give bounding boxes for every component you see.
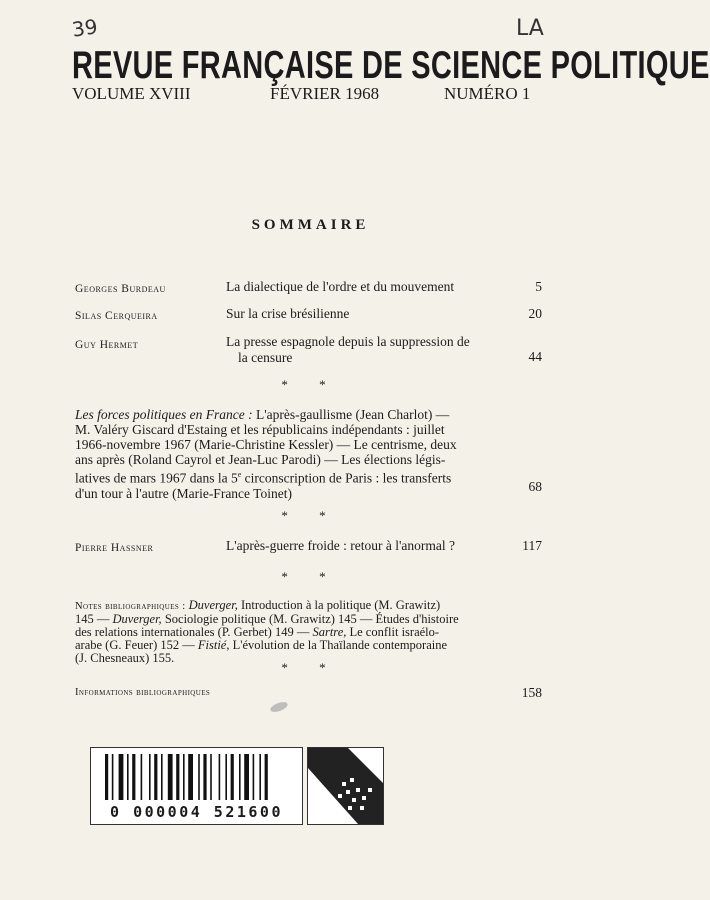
barcode-bar bbox=[198, 754, 200, 800]
entry-title-line: la censure bbox=[238, 350, 293, 365]
notes-author: Duverger, bbox=[188, 598, 238, 612]
entry-author: Silas Cerqueira bbox=[75, 310, 158, 322]
informations-label: Informations bibliographiques bbox=[75, 687, 211, 698]
entry-title: L'après-guerre froide : retour à l'anormal ? bbox=[226, 538, 455, 553]
section-separator: * * bbox=[281, 508, 340, 523]
notes-line: Sociologie politique (M. Grawitz) 145 — Études d'histoire bbox=[161, 612, 459, 626]
barcode-bar bbox=[239, 754, 241, 800]
handwritten-annotation: LA bbox=[516, 16, 544, 41]
ink-blot bbox=[269, 700, 289, 714]
entry-page: 20 bbox=[528, 306, 542, 321]
section-separator: * * bbox=[281, 569, 340, 584]
entry-title: La dialectique de l'ordre et du mouvement bbox=[226, 279, 455, 294]
volume-label: VOLUME XVIII bbox=[72, 84, 191, 103]
forces-line: L'après-gaullisme (Jean Charlot) — bbox=[252, 407, 450, 422]
barcode-bar bbox=[141, 754, 143, 800]
entry-author: Georges Burdeau bbox=[75, 283, 166, 295]
barcode-bar bbox=[225, 754, 227, 800]
notes-paragraph bbox=[75, 599, 520, 665]
notes-author: Fistié, bbox=[197, 638, 230, 652]
entry-title: Sur la crise brésilienne bbox=[226, 306, 350, 321]
superscript: e bbox=[237, 470, 242, 479]
barcode-bar bbox=[253, 754, 255, 800]
notes-line: L'évolution de la Thaïlande contemporaine bbox=[229, 638, 448, 652]
forces-line: M. Valéry Giscard d'Estaing et les républicains indépendants : juillet bbox=[75, 422, 445, 437]
entry-page: 158 bbox=[521, 685, 542, 700]
contents-heading: SOMMAIRE bbox=[251, 217, 370, 233]
forces-line: ans après (Roland Cayrol et Jean-Luc Parodi) — Les élections légis- bbox=[75, 452, 446, 467]
journal-title: REVUE FRANÇAISE DE SCIENCE POLITIQUE bbox=[72, 44, 710, 88]
forces-line: 1966-novembre 1967 (Marie-Christine Kessler) — Le centrisme, deux bbox=[75, 437, 457, 452]
notes-line: 145 — bbox=[75, 612, 113, 626]
entry-page: 5 bbox=[535, 279, 542, 294]
entry-page: 44 bbox=[528, 349, 542, 364]
notes-line: Introduction à la politique (M. Grawitz) bbox=[237, 598, 441, 612]
barcode-bar bbox=[203, 754, 206, 800]
section-separator: * * bbox=[281, 660, 340, 675]
barcode-bar bbox=[244, 754, 249, 800]
barcode-bar bbox=[168, 754, 173, 800]
forces-paragraph bbox=[75, 407, 515, 501]
barcode-bar bbox=[265, 754, 268, 800]
issue-number: NUMÉRO 1 bbox=[444, 84, 531, 103]
barcode-bar bbox=[161, 754, 163, 800]
issue-date: FÉVRIER 1968 bbox=[270, 84, 380, 103]
barcode bbox=[103, 754, 291, 800]
handwritten-annotation: 39 bbox=[70, 14, 99, 42]
forces-line: circonscription de Paris : les transferts bbox=[241, 470, 452, 486]
barcode-bar bbox=[259, 754, 261, 800]
barcode-bar bbox=[127, 754, 129, 800]
entry-author: Pierre Hassner bbox=[75, 542, 154, 554]
barcode-bar bbox=[112, 754, 114, 800]
entry-title-line: La presse espagnole depuis la suppression de bbox=[226, 334, 470, 349]
notes-line: Le conflit israélo- bbox=[346, 625, 440, 639]
barcode-bar bbox=[183, 754, 185, 800]
barcode-bar bbox=[188, 754, 193, 800]
forces-line: d'un tour à l'autre (Marie-France Toinet) bbox=[75, 485, 292, 501]
notes-label: Notes bibliographiques : bbox=[75, 601, 186, 612]
notes-line: (J. Chesneaux) 155. bbox=[75, 651, 175, 665]
entry-page: 117 bbox=[522, 538, 542, 553]
entry-page: 68 bbox=[528, 479, 542, 494]
barcode-bar bbox=[176, 754, 179, 800]
barcode-label bbox=[90, 747, 303, 825]
library-stamp bbox=[307, 747, 384, 825]
forces-line: latives de mars 1967 dans la 5 bbox=[75, 470, 238, 486]
notes-author: Sartre, bbox=[312, 625, 347, 639]
barcode-bar bbox=[219, 754, 221, 800]
forces-lead: Les forces politiques en France : bbox=[75, 407, 253, 422]
barcode-number: 0 000004 521600 bbox=[110, 803, 283, 821]
notes-line: des relations internationales (P. Gerbet) 149 — bbox=[75, 625, 313, 639]
barcode-bar bbox=[105, 754, 108, 800]
stamp-graphic bbox=[308, 748, 383, 824]
barcode-bar bbox=[132, 754, 135, 800]
notes-line: arabe (G. Feuer) 152 — bbox=[75, 638, 198, 652]
barcode-bar bbox=[119, 754, 124, 800]
barcode-bar bbox=[149, 754, 151, 800]
entry-author: Guy Hermet bbox=[75, 339, 139, 351]
entry-title bbox=[226, 334, 516, 366]
barcode-bar bbox=[154, 754, 157, 800]
barcode-bar bbox=[231, 754, 234, 800]
barcode-bar bbox=[210, 754, 212, 800]
section-separator: * * bbox=[281, 377, 340, 392]
notes-author: Duverger, bbox=[112, 612, 162, 626]
